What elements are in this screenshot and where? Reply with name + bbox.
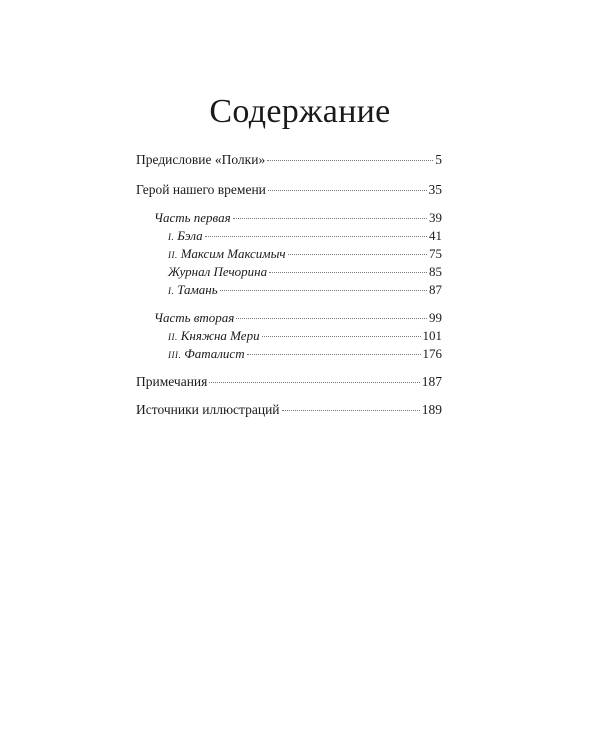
toc-entry-label: Герой нашего времени: [136, 182, 266, 197]
toc-page-number: 85: [429, 264, 442, 279]
toc-entry-label: [168, 228, 203, 245]
toc-page-number: 187: [421, 374, 442, 389]
toc-entry-label: Часть вторая: [154, 310, 235, 325]
toc-entry-title: Максим Максимыч: [180, 246, 286, 261]
toc-entry-fatalist[interactable]: [168, 346, 442, 362]
toc-entry-mary[interactable]: [168, 328, 442, 344]
dot-leader: [282, 410, 420, 411]
toc-page-number: 5: [435, 152, 442, 167]
toc-entry-label: [168, 246, 286, 263]
toc-entry-bela[interactable]: [168, 228, 442, 244]
toc-page-number: 101: [422, 328, 442, 343]
toc-page-number: 41: [429, 228, 442, 243]
dot-leader: [262, 336, 421, 337]
dot-leader: [236, 318, 427, 319]
toc-entry-title: Бэла: [177, 228, 203, 243]
toc-entry-label: Источники иллюстраций: [136, 402, 280, 417]
toc-entry-label: [168, 346, 245, 363]
toc-entry-title: Тамань: [177, 282, 218, 297]
toc-entry-preface[interactable]: [136, 152, 442, 168]
dot-leader: [268, 190, 427, 191]
toc-entry-part-one[interactable]: [154, 210, 442, 226]
toc-page-number: 87: [429, 282, 442, 297]
toc-entry-sources[interactable]: [136, 402, 442, 418]
toc-page-number: 75: [429, 246, 442, 261]
toc-entry-label: Примечания: [136, 374, 208, 389]
toc-entry-title: Фаталист: [184, 346, 245, 361]
roman-numeral: II.: [168, 332, 178, 342]
toc-entry-label: [168, 328, 260, 345]
toc-entry-notes[interactable]: [136, 374, 442, 390]
toc-entry-taman[interactable]: [168, 282, 442, 298]
toc-entry-journal[interactable]: [168, 264, 442, 280]
toc-entry-title: Княжна Мери: [180, 328, 260, 343]
dot-leader: [288, 254, 427, 255]
toc-entry-label: [168, 282, 218, 299]
toc-entry-part-two[interactable]: [154, 310, 442, 326]
toc-page-number: 99: [429, 310, 442, 325]
dot-leader: [205, 236, 427, 237]
toc-page-number: 35: [428, 182, 442, 197]
toc-page-number: 176: [422, 346, 442, 361]
page-title: Содержание: [209, 92, 391, 130]
dot-leader: [267, 160, 433, 161]
toc-page-number: 39: [429, 210, 442, 225]
toc-entry-hero[interactable]: [136, 182, 442, 198]
toc-entry-label: Журнал Печорина: [168, 264, 268, 279]
dot-leader: [209, 382, 419, 383]
roman-numeral: I.: [168, 286, 175, 296]
dot-leader: [220, 290, 427, 291]
toc-entry-label: Часть первая: [154, 210, 231, 225]
toc-page-number: 189: [421, 402, 442, 417]
toc-entry-maksim[interactable]: [168, 246, 442, 262]
dot-leader: [247, 354, 421, 355]
roman-numeral: II.: [168, 250, 178, 260]
dot-leader: [269, 272, 427, 273]
roman-numeral: III.: [168, 350, 182, 360]
dot-leader: [233, 218, 427, 219]
toc-entry-label: Предисловие «Полки»: [136, 152, 266, 167]
roman-numeral: I.: [168, 232, 175, 242]
